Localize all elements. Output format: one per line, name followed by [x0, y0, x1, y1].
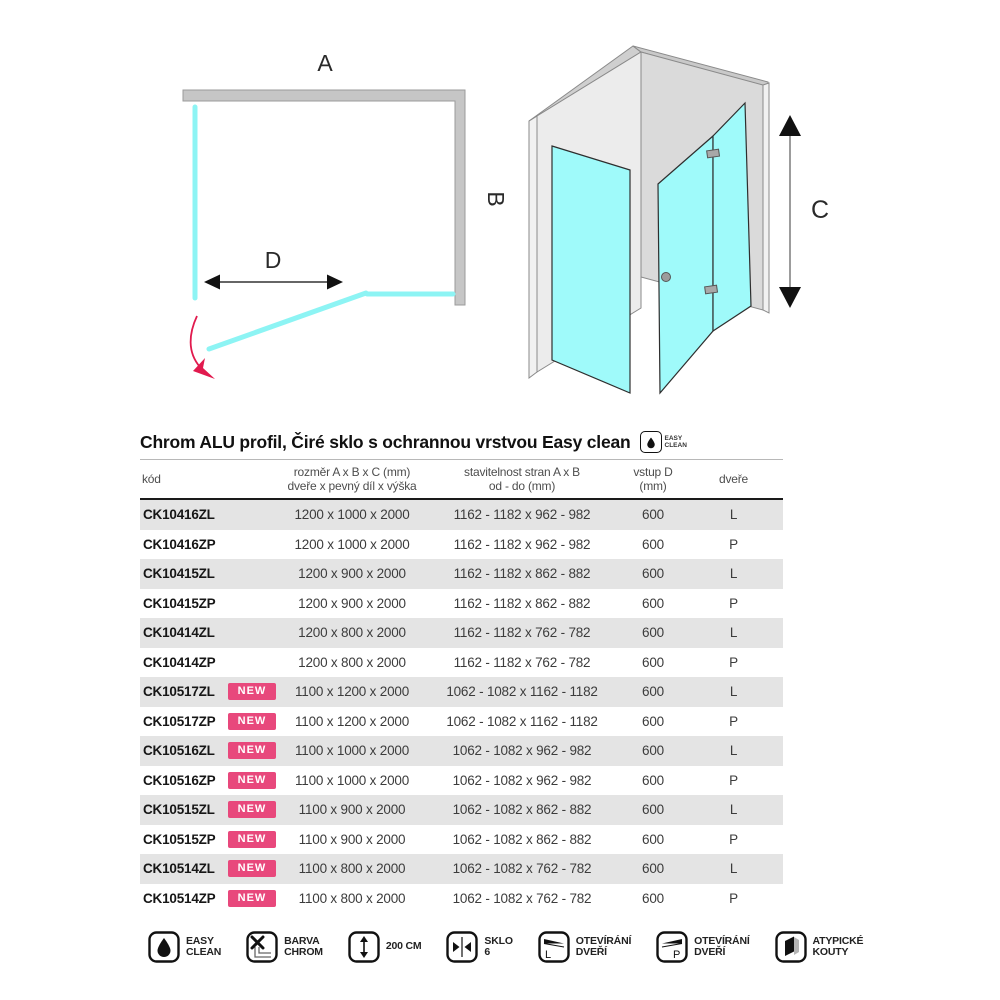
column-header-code: kód: [140, 460, 282, 500]
product-code: CK10415ZL: [143, 566, 215, 582]
cell-dimensions: 1200 x 1000 x 2000: [294, 536, 410, 552]
column-header-entry: vstup D (mm): [622, 460, 684, 500]
product-code: CK10517ZL: [143, 684, 215, 700]
legend-label: ATYPICKÉ KOUTY: [812, 934, 864, 958]
legend-item-door-left: [538, 931, 631, 963]
iso-right-wall-edge: [763, 83, 769, 313]
cell-dimensions: 1100 x 900 x 2000: [298, 831, 406, 847]
svg-text:P: P: [673, 949, 681, 961]
barva-chrom-icon: [246, 931, 278, 963]
product-code: CK10416ZL: [143, 507, 215, 523]
cell-entry: 600: [642, 595, 664, 611]
legend-item-barva-chrom: [246, 931, 323, 963]
cell-code: [140, 854, 282, 884]
table-row: [140, 707, 783, 737]
plan-label-d: D: [264, 247, 282, 273]
cell-dimensions: 1100 x 1200 x 2000: [295, 713, 409, 729]
product-code: CK10416ZP: [143, 536, 216, 552]
cell-code: [140, 559, 282, 589]
easy-clean-icon: [640, 431, 662, 453]
cell-door: L: [729, 566, 738, 582]
new-badge: NEW: [228, 742, 276, 759]
cell-door: P: [729, 536, 738, 552]
cell-door: P: [729, 713, 738, 729]
legend-bar: [148, 931, 863, 963]
legend-item-height: [348, 931, 422, 963]
legend-label: BARVA CHROM: [284, 934, 323, 958]
cell-entry: 600: [642, 861, 664, 877]
iso-view-3d: [529, 46, 829, 393]
cell-adjustability: 1062 - 1082 x 1162 - 1182: [446, 684, 598, 700]
plan-label-b: B: [483, 191, 509, 207]
cell-door: L: [729, 802, 738, 818]
product-spec-table: [140, 459, 783, 913]
cell-entry: 600: [642, 743, 664, 759]
product-code: CK10515ZP: [143, 831, 216, 847]
new-badge: NEW: [228, 890, 276, 907]
table-row: [140, 677, 783, 707]
cell-entry: 600: [642, 625, 664, 641]
page-title: Chrom ALU profil, Čiré sklo s ochrannou vrstvou Easy clean: [140, 431, 631, 452]
table-row: [140, 854, 783, 884]
product-code: CK10415ZP: [143, 595, 216, 611]
iso-hinge-top: [707, 149, 720, 158]
new-badge: NEW: [228, 683, 276, 700]
iso-label-c: C: [811, 196, 830, 224]
legend-label: SKLO 6: [484, 934, 513, 958]
cell-entry: 600: [642, 536, 664, 552]
glass-thickness-icon: [446, 931, 478, 963]
legend-item-atypical: [775, 931, 864, 963]
new-badge: NEW: [228, 713, 276, 730]
iso-left-wall-edge: [529, 116, 537, 378]
cell-adjustability: 1062 - 1082 x 862 - 882: [452, 831, 592, 847]
plan-door-swing-arrow: [191, 316, 200, 367]
door-opening-left-icon: [538, 931, 570, 963]
table-row: [140, 618, 783, 648]
plan-door-open: [209, 293, 366, 349]
cell-dimensions: 1100 x 900 x 2000: [298, 802, 406, 818]
cell-door: L: [729, 861, 738, 877]
cell-dimensions: 1200 x 1000 x 2000: [294, 507, 410, 523]
cell-code: [140, 795, 282, 825]
iso-dim-c-arrow-bottom: [779, 287, 801, 308]
cell-code: [140, 677, 282, 707]
table-row: [140, 795, 783, 825]
cell-entry: 600: [642, 507, 664, 523]
cell-dimensions: 1100 x 800 x 2000: [298, 890, 406, 906]
cell-door: P: [729, 772, 738, 788]
cell-code: [140, 825, 282, 855]
cell-code: [140, 530, 282, 560]
cell-code: [140, 766, 282, 796]
new-badge: NEW: [228, 801, 276, 818]
cell-dimensions: 1200 x 900 x 2000: [298, 566, 406, 582]
plan-walls: [183, 90, 465, 305]
cell-door: L: [729, 743, 738, 759]
title-row: [140, 431, 687, 453]
table-row: [140, 499, 783, 530]
iso-dim-c-arrow-top: [779, 115, 801, 136]
legend-label: OTEVÍRÁNÍ DVEŘÍ: [575, 934, 632, 958]
atypical-corners-icon: [775, 931, 807, 963]
cell-entry: 600: [642, 772, 664, 788]
cell-adjustability: 1062 - 1082 x 762 - 782: [452, 890, 592, 906]
cell-adjustability: 1162 - 1182 x 962 - 982: [453, 507, 591, 523]
cell-code: [140, 736, 282, 766]
new-badge: NEW: [228, 772, 276, 789]
column-header-dimensions: rozměr A x B x C (mm) dveře x pevný díl x výška: [282, 460, 422, 500]
table-row: [140, 766, 783, 796]
cell-adjustability: 1062 - 1082 x 962 - 982: [452, 743, 592, 759]
cell-dimensions: 1100 x 800 x 2000: [298, 861, 406, 877]
cell-dimensions: 1200 x 900 x 2000: [298, 595, 406, 611]
cell-dimensions: 1200 x 800 x 2000: [298, 625, 406, 641]
new-badge: NEW: [228, 831, 276, 848]
cell-code: [140, 707, 282, 737]
cell-dimensions: 1200 x 800 x 2000: [298, 654, 406, 670]
cell-dimensions: 1100 x 1200 x 2000: [295, 684, 409, 700]
easy-clean-title-badge: [640, 431, 687, 453]
cell-door: P: [729, 595, 738, 611]
table-row: [140, 648, 783, 678]
cell-door: L: [729, 684, 738, 700]
cell-code: [140, 499, 282, 530]
table-row: [140, 530, 783, 560]
iso-fixed-glass-left: [552, 146, 630, 393]
cell-adjustability: 1062 - 1082 x 1162 - 1182: [446, 713, 598, 729]
cell-adjustability: 1062 - 1082 x 762 - 782: [452, 861, 592, 877]
door-opening-right-icon: [656, 931, 688, 963]
product-code: CK10516ZL: [143, 743, 215, 759]
cell-adjustability: 1162 - 1182 x 962 - 982: [453, 536, 591, 552]
plan-dim-d-arrow-left: [204, 275, 220, 290]
table-header: [140, 460, 783, 500]
cell-code: [140, 618, 282, 648]
product-code: CK10514ZP: [143, 890, 216, 906]
svg-text:L: L: [544, 949, 551, 961]
product-code: CK10517ZP: [143, 713, 216, 729]
cell-entry: 600: [642, 654, 664, 670]
legend-label: 200 CM: [385, 940, 422, 953]
legend-item-door-right: [656, 931, 749, 963]
table-body: [140, 499, 783, 913]
cell-adjustability: 1162 - 1182 x 862 - 882: [453, 566, 591, 582]
easy-clean-icon: [148, 931, 180, 963]
plan-label-a: A: [317, 50, 333, 76]
height-200cm-icon: [348, 931, 380, 963]
new-badge: NEW: [228, 860, 276, 877]
cell-adjustability: 1162 - 1182 x 862 - 882: [453, 595, 591, 611]
cell-dimensions: 1100 x 1000 x 2000: [295, 743, 409, 759]
legend-label: OTEVÍRÁNÍ DVEŘÍ: [694, 934, 750, 958]
technical-diagrams: [0, 0, 1000, 430]
product-code: CK10515ZL: [143, 802, 215, 818]
product-code: CK10414ZL: [143, 625, 215, 641]
cell-code: [140, 589, 282, 619]
cell-adjustability: 1062 - 1082 x 862 - 882: [452, 802, 592, 818]
column-header-adjustability: stavitelnost stran A x B od - do (mm): [422, 460, 622, 500]
cell-entry: 600: [642, 713, 664, 729]
legend-label: EASY CLEAN: [186, 934, 222, 958]
table-row: [140, 559, 783, 589]
table-row: [140, 736, 783, 766]
cell-dimensions: 1100 x 1000 x 2000: [295, 772, 409, 788]
plan-dim-d-arrow-right: [327, 275, 343, 290]
table-row: [140, 884, 783, 914]
legend-item-glass: [446, 931, 512, 963]
iso-door-handle: [662, 273, 671, 282]
cell-door: P: [729, 831, 738, 847]
easy-clean-badge-text: EASY CLEAN: [664, 435, 687, 449]
iso-hinge-bottom: [705, 285, 718, 294]
product-code: CK10516ZP: [143, 772, 216, 788]
cell-code: [140, 648, 282, 678]
cell-entry: 600: [642, 566, 664, 582]
legend-item-easy-clean: [148, 931, 221, 963]
column-header-door: dveře: [684, 460, 783, 500]
table-row: [140, 589, 783, 619]
cell-adjustability: 1062 - 1082 x 962 - 982: [452, 772, 592, 788]
cell-door: L: [729, 625, 738, 641]
cell-entry: 600: [642, 684, 664, 700]
cell-door: P: [729, 654, 738, 670]
table-row: [140, 825, 783, 855]
cell-entry: 600: [642, 831, 664, 847]
product-code: CK10414ZP: [143, 654, 216, 670]
cell-adjustability: 1162 - 1182 x 762 - 782: [453, 625, 591, 641]
cell-code: [140, 884, 282, 914]
cell-door: L: [729, 507, 738, 523]
product-code: CK10514ZL: [143, 861, 215, 877]
cell-adjustability: 1162 - 1182 x 762 - 782: [453, 654, 591, 670]
plan-view-2d: [183, 50, 509, 379]
cell-door: P: [729, 890, 738, 906]
cell-entry: 600: [642, 890, 664, 906]
iso-fixed-glass-right: [713, 103, 751, 331]
cell-entry: 600: [642, 802, 664, 818]
